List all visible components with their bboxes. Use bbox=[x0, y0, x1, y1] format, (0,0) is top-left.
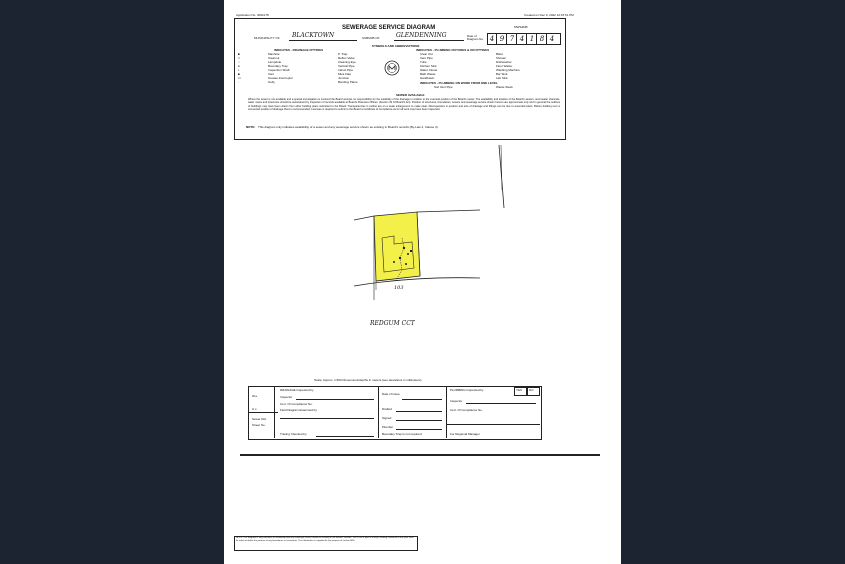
footer-disclaimer: NOTE: This diagram is only indicative of availability and any sewerage service shown as existing in the Board's records. This is not a plan of survey. Nothing contained in this plan shall be taken to define the position of any boundaries or easements. The information is supplied for the purpose of section 88G. bbox=[236, 537, 414, 542]
inspection-shaft-icon: ▪ bbox=[238, 68, 240, 72]
lot-number: 103 bbox=[394, 285, 404, 291]
form-left-label: U.c. bbox=[252, 407, 258, 411]
drainage-legend-item: Induct Pipe bbox=[338, 68, 354, 72]
highlighted-lot bbox=[374, 212, 420, 281]
plumbing-legend-item: Vent Pipe bbox=[420, 56, 433, 60]
page-divider bbox=[240, 454, 600, 456]
plumbing-legend-item: Bath Waste bbox=[420, 72, 436, 76]
drainage-legend-item: Gully bbox=[268, 80, 275, 84]
site-plan-drawing bbox=[224, 140, 621, 390]
form-left-label: Sewer Ref. bbox=[252, 417, 267, 421]
drainage-legend-item: Reflux Valve bbox=[338, 56, 355, 60]
diagram-digit: 4 bbox=[488, 34, 497, 44]
plumbing-legend-item: Lab Sink bbox=[496, 76, 508, 80]
drainage-legend-heading: INDICATES - DRAINAGE FITTINGS bbox=[274, 48, 324, 52]
drainage-legend-item: Manhole bbox=[268, 52, 280, 56]
plumbing-inspector-field: Inspector bbox=[450, 399, 463, 403]
drainage-legend-item: Lampdole bbox=[268, 60, 282, 64]
field-diagram-field: Field Diagram Examined by bbox=[280, 408, 317, 412]
lampdole-icon: ○ bbox=[238, 60, 240, 64]
suburb-label: SUBURB OF bbox=[362, 36, 380, 40]
plumbing-legend-item: Kitchen Sink bbox=[420, 64, 437, 68]
tracing-checked-field: Tracing Checked by bbox=[280, 432, 307, 436]
plumbing-legend-item: Washing Machine bbox=[496, 68, 520, 72]
boundary-trap-icon: ● bbox=[238, 64, 240, 68]
diagram-digit: 4 bbox=[549, 35, 555, 43]
scale-note: Scale: Approx. 1:500 Dimensions/depths in meters (see elevations in millimeters) bbox=[314, 378, 422, 382]
municipality-label: MUNICIPALITY OF bbox=[254, 36, 280, 40]
drainage-cert-field: Cert. Of Compliance No. bbox=[280, 402, 313, 406]
drainage-legend-item: Cleaning Eye bbox=[338, 60, 356, 64]
plumber-field: Plumber bbox=[382, 425, 394, 429]
drainage-legend-item: Vertical Pipe bbox=[338, 64, 355, 68]
form-left-label: Street No. bbox=[252, 423, 266, 427]
drainage-legend-item: Inspection Shaft bbox=[268, 68, 290, 72]
drainage-legend-item: P. Trap bbox=[338, 52, 348, 56]
manhole-icon: ■ bbox=[238, 52, 240, 56]
diagram-digit: 7 bbox=[508, 34, 517, 44]
board-seal-logo bbox=[384, 60, 400, 76]
yes-label: YES bbox=[516, 388, 523, 392]
municipality-value: BLACKTOWN bbox=[292, 32, 335, 39]
diagram-number-box bbox=[487, 33, 561, 45]
created-timestamp: Created on Dec 9, 2022 12:15:51 PM bbox=[524, 13, 574, 17]
note-text: This diagram only indicates availability of a sewer and any sewerage service shown as existing in Board's records (By-Law 4, Clause 3). bbox=[258, 125, 439, 129]
plumbing-legend-heading: INDICATES - PLUMBING FIXTURES & OR FITTINGS bbox=[416, 48, 490, 52]
plumbing-legend-item: Dishwasher bbox=[496, 60, 512, 64]
drainage-legend-item: Clearout bbox=[268, 56, 280, 60]
regional-manager-field: For Regional Manager bbox=[450, 432, 480, 436]
diagram-title: SEWERAGE SERVICE DIAGRAM bbox=[342, 25, 436, 31]
mws-code: MWS&DB bbox=[514, 25, 528, 29]
plumbing-legend-item: Water Closet bbox=[420, 68, 438, 72]
symbols-heading: SYMBOLS AND ABBREVIATIONS bbox=[372, 44, 420, 48]
drainage-legend-item: Boundary Trap bbox=[268, 64, 288, 68]
note-label: NOTE: bbox=[246, 125, 256, 129]
plumbing-legend-item: Soil Vent Pipe bbox=[434, 85, 453, 89]
plumbing-legend-item: Waste Stack bbox=[496, 85, 513, 89]
grease-interceptor-icon: ⊡ bbox=[238, 76, 241, 80]
drainage-inspector-field: Inspector bbox=[280, 395, 293, 399]
drainage-legend-item: Mica Flap bbox=[338, 72, 352, 76]
plumbing-on-work-heading: INDICATES - PLUMBING ON WORK FROM ONE LEVEL bbox=[420, 81, 498, 85]
drainage-legend-item: Junction bbox=[338, 76, 350, 80]
plumbing-legend-item: Floor Waste bbox=[496, 64, 513, 68]
plumbing-legend-item: Clear Out bbox=[420, 52, 433, 56]
plumbing-legend-item: Handbasin bbox=[420, 76, 435, 80]
suburb-value: GLENDENNING bbox=[396, 32, 447, 39]
signed-field: Signed bbox=[382, 416, 392, 420]
notes-paragraph: Where the sewer is not available and a special investigation is involved the Board accepts no responsibility for the suitability of the drainage in relation to the eventual position of the Board's sewer. The availability and location of the Board's sewers, stormwater channels, water mains and structures should be ascertained by inspection of records available at Board's Business Offices. (Section 33 Of Board's Act). Position of structures, boundaries, sewers and sewerage service shown hereon are approximate only and in general the outlines of buildings may have been drawn from other building plans submitted to the Board. Transparencies in outline are on a scale enlargement to make clear. Discrepancies in position and size of drainage and fittings can be due to amended plans. Before building over a connected position of drainage there is recommended. Licensee is required to submit to the Board a Certificate of Compliance as for all work may have been inspected. bbox=[248, 98, 560, 112]
diagram-digit: 9 bbox=[498, 34, 507, 44]
date-of-issue-field: Date of Issue bbox=[382, 392, 400, 396]
municipality-underline bbox=[289, 40, 357, 41]
drainage-inspected-label: DRAINAGE Inspected by bbox=[280, 388, 314, 392]
application-number: Application No. 3062178 bbox=[236, 13, 269, 17]
plumbing-legend-item: Shower bbox=[496, 56, 507, 60]
street-name: REDGUM CCT bbox=[370, 320, 415, 327]
plumbing-cert-field: Cert. Of Compliance No. bbox=[450, 408, 483, 412]
sewer-available-heading: SEWER AVAILABLE bbox=[396, 93, 425, 97]
plumbing-legend-item: Bar Sink bbox=[496, 72, 508, 76]
gully-icon: ◦ bbox=[238, 80, 240, 84]
no-label: NO bbox=[529, 388, 534, 392]
diagram-digit: 4 bbox=[518, 34, 527, 44]
diagram-page bbox=[224, 0, 621, 564]
plumbing-legend-item: Tube bbox=[420, 60, 427, 64]
diagram-digit: 8 bbox=[538, 34, 547, 44]
plumbing-legend-item: Bidet bbox=[496, 52, 503, 56]
plumbing-inspected-label: PLUMBING Inspected by bbox=[450, 388, 484, 392]
street-boundary bbox=[354, 278, 480, 286]
vent-icon: ■ bbox=[238, 72, 240, 76]
boundary-trap-note: Boundary Trap is not required bbox=[382, 432, 422, 436]
diagram-number-label: Date of Diagram No. bbox=[467, 34, 484, 41]
diagram-digit: 1 bbox=[528, 34, 537, 44]
drainage-legend-item: Grease Interceptor bbox=[268, 76, 294, 80]
form-left-label: W.e. bbox=[252, 394, 259, 398]
clearout-icon: □ bbox=[238, 56, 240, 60]
drafted-field: Drafted bbox=[382, 407, 392, 411]
drainage-legend-item: Vent bbox=[268, 72, 275, 76]
suburb-underline bbox=[394, 40, 464, 41]
drainage-legend-item: Bending Plane bbox=[338, 80, 358, 84]
